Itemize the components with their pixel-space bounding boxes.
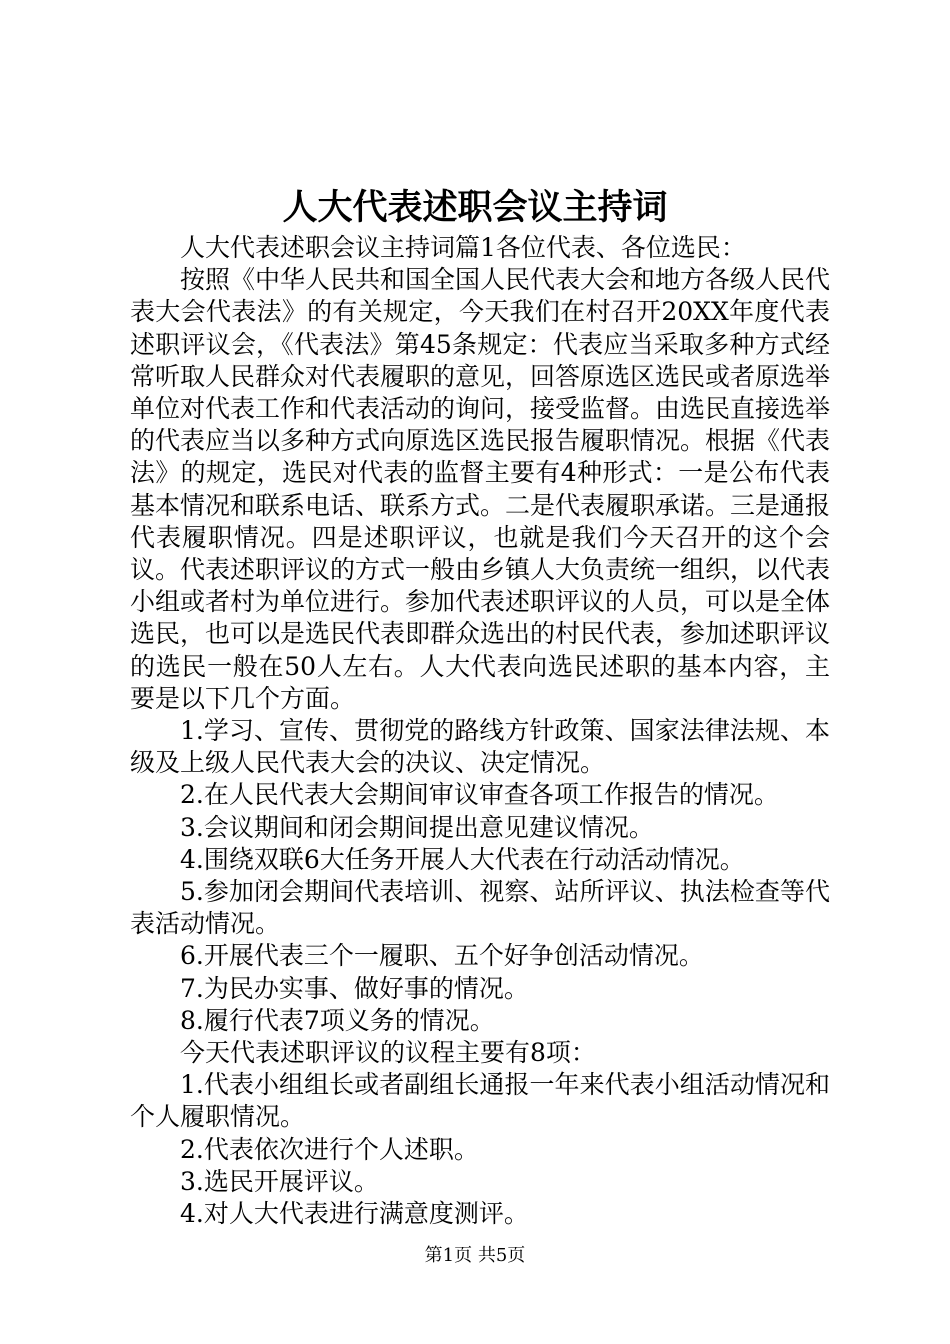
paragraph: 今天代表述职评议的议程主要有8项： xyxy=(180,1038,596,1068)
list-item: 7.为民办实事、做好事的情况。 xyxy=(180,973,529,1003)
list-item: 4.围绕双联6大任务开展人大代表在行动活动情况。 xyxy=(180,844,745,874)
page-footer: 第1页 共5页 xyxy=(424,1245,526,1266)
list-item: 1.学习、宣传、贯彻党的路线方针政策、国家法律法规、本级及上级人民代表大会的决议、决定情况。 xyxy=(130,716,830,778)
document-title: 人大代表述职会议主持词 xyxy=(282,187,668,228)
document-body xyxy=(130,232,830,1230)
list-item: 8.履行代表7项义务的情况。 xyxy=(180,1005,495,1035)
paragraph: 按照《中华人民共和国全国人民代表大会和地方各级人民代表大会代表法》的有关规定，今天我们在村召开20XX年度代表述职评议会，《代表法》第45条规定：代表应当采取多种方式经常听取人民群众对代表履职的意见，回答原选区选民或者原选举单位对代表工作和代表活动的询问，接受监督。由选民直接选举的代表应当以多种方式向原选区选民报告履职情况。根据《代表法》的规定，选民对代表的监督主要有4种形式：一是公布代表基本情况和联系电话、联系方式。二是代表履职承诺。三是通报代表履职情况。四是述职评议，也就是我们今天召开的这个会议。代表述职评议的方式一般由乡镇人大负责统一组织，以代表小组或者村为单位进行。参加代表述职评议的人员，可以是全体选民，也可以是选民代表即群众选出的村民代表，参加述职评议的选民一般在50人左右。人大代表向选民述职的基本内容，主要是以下几个方面。 xyxy=(130,265,831,713)
list-item: 2.在人民代表大会期间审议审查各项工作报告的情况。 xyxy=(180,780,779,810)
list-item: 3.选民开展评议。 xyxy=(180,1166,379,1196)
list-item: 6.开展代表三个一履职、五个好争创活动情况。 xyxy=(180,941,704,971)
list-item: 2.代表依次进行个人述职。 xyxy=(180,1134,479,1164)
paragraph: 人大代表述职会议主持词篇1各位代表、各位选民： xyxy=(180,233,746,262)
list-item: 3.会议期间和闭会期间提出意见建议情况。 xyxy=(180,812,654,842)
list-item: 5.参加闭会期间代表培训、视察、站所评议、执法检查等代表活动情况。 xyxy=(130,877,830,939)
list-item: 1.代表小组组长或者副组长通报一年来代表小组活动情况和个人履职情况。 xyxy=(130,1070,830,1132)
list-item: 4.对人大代表进行满意度测评。 xyxy=(180,1199,529,1229)
